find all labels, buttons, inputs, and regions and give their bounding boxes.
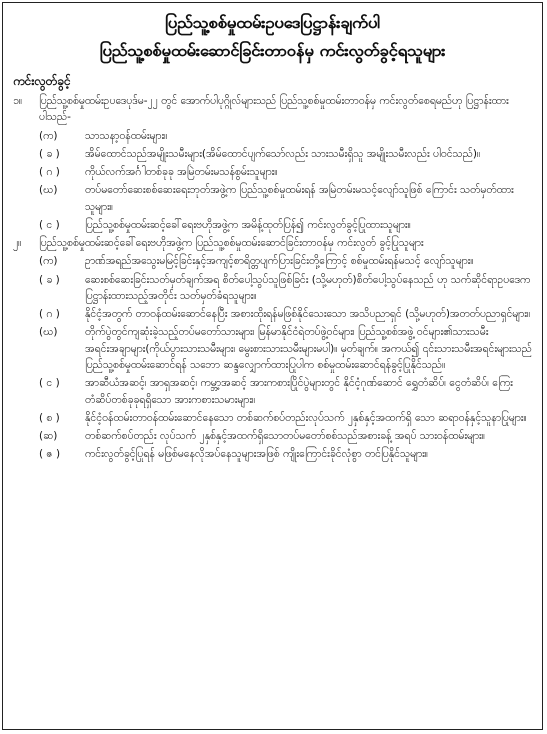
notice-frame [2, 2, 543, 730]
list-item-text: သာသနာ့ဝန်ထမ်းများ။ [85, 129, 168, 142]
list-item-text: ပြည်သူ့စစ်မှုထမ်းဆင့်ခေါ်ရေးဗဟိုအဖွဲ့က အမိန့်ထုတ်ပြန်၍ ကင်းလွတ်ခွင့်ပြုထားသူများ။ [85, 218, 411, 231]
list-item-label: (က) [39, 255, 58, 268]
list-item [13, 428, 532, 444]
list-item-label: (ဃ) [39, 326, 58, 339]
list-item [13, 375, 532, 408]
list-item-text: အာဆီယံအဆင့်၊ အာရှအဆင့်၊ ကမ္ဘာ့အဆင့် အားကစားပြိုင်ပွဲများတွင် နိုင်ငံ့ဂုဏ်ဆောင် ရွှေတံဆိပ်၊ ငွေတံဆိပ်၊ ကြေးတံဆိပ်တစ်ခုခုရရှိသော အားကစားသမားများ။ [85, 377, 513, 406]
list-item-text: ကင်းလွတ်ခွင့်ပြုရန် မဖြစ်မနေလိုအပ်နေသူများအဖြစ် ကျိုးကြောင်းခိုင်လုံစွာ တင်ပြနိုင်သူများ။ [85, 448, 428, 461]
list-item-text: တစ်ဆက်စပ်တည်း လုပ်သက် ၂နှစ်နှင့်အထက်ရှိသောတပ်မတော်စစ်သည်အစားခန့် အရပ် သားဝန်ထမ်းများ။ [85, 430, 485, 443]
list-item [13, 272, 532, 305]
title-line-1: ပြည်သူ့စစ်မှုထမ်းဥပဒေပြဋ္ဌာန်းချက်ပါ [159, 11, 386, 35]
list-item [13, 446, 532, 462]
list-item-label: ( ဂ ) [39, 308, 60, 321]
header [3, 9, 542, 65]
list-item-text: နိုင်ငံ့ဝန်ထမ်းတာဝန်ထမ်းဆောင်နေသော တစ်ဆက်စပ်တည်းလုပ်သက် ၂နှစ်နှင့်အထက်ရှိ သော ဆရာဝန်နှင့်သူနာပြုများ။ [85, 411, 527, 424]
list-item-text: အိမ်ထောင်သည်အမျိုးသမီးများ(အိမ်ထောင်ပျက်သော်လည်း သားသမီးရှိသူ အမျိုးသမီးလည်း ပါဝင်သည်)။ [85, 147, 481, 160]
list-item-text: ကိုယ်လက်အင်္ဂါတစ်ခုခု အမြဲတမ်းမသန်စွမ်းသူများ။ [85, 166, 278, 179]
list-item-label: ( စ ) [39, 411, 60, 424]
list-item-text: နိုင်ငံ့အတွက် တာဝန်ထမ်းဆောင်နေပြီး အစားထိုးရန်မဖြစ်နိုင်သေးသော အသိပညာရှင် (သို့မဟုတ်)အတတ်ပညာရှင်များ။ [85, 308, 531, 321]
list-item [13, 182, 532, 215]
list-item-text: တပ်မတော်ဆေးစစ်ဆေးရေးဘုတ်အဖွဲ့က ပြည်သူ့စစ်မှုထမ်းရန် အမြဲတမ်းမသင့်လျော်သူဖြစ် ကြောင်း သတ်မှတ်ထားသူများ။ [85, 184, 514, 213]
list-item-label: (ဃ) [39, 184, 58, 197]
list-item-text: တိုက်ပွဲတွင်ကျဆုံးခဲ့သည့်တပ်မတော်သားများ၊ မြန်မာနိုင်ငံရဲတပ်ဖွဲ့ဝင်များ၊ ပြည်သူ့စစ်အဖွဲ့ ဝင်များ၏သားသမီးအရင်းအချာများ(ကိုယ်ပွားသားသမီးများ၊ မွေးစားသားသမီးများမပါ)။ မှတ်ချက်။ အကယ်၍ ၎င်းသားသမီးအရင်းများသည် ပြည်သူ့စစ်မှုထမ်းဆောင်ရန် သဘော ဆန္ဒလျှောက်ထားပြုပါက စစ်မှုထမ်းဆောင်ရန်ခွင့်ပြုနိုင်သည်။ [85, 326, 532, 371]
list-item-label: ( ခ ) [39, 273, 60, 286]
list-item-label: ( ဇ ) [39, 448, 61, 461]
list-item [13, 324, 532, 373]
title-line-2: ပြည်သူ့စစ်မှုထမ်းဆောင်ခြင်းတာဝန်မှ ကင်းလွတ်ခွင့်ရသူများ [94, 39, 452, 63]
paragraph-1 [13, 93, 532, 126]
list-item-label: ( ဂ ) [39, 166, 60, 179]
paragraph-text: ပြည်သူ့စစ်မှုထမ်းဆင့်ခေါ်ရေးဗဟိုအဖွဲ့က ပြည်သူ့စစ်မှုထမ်းဆောင်ခြင်းတာဝန်မှ ကင်းလွတ် ခွင့်ပြုသူများ [39, 237, 424, 250]
list-item [13, 306, 532, 322]
list-item-text: ဥာဏ်အရည်အသွေးမမြင့်ခြင်းနှင့်အကျင့်စာရိတ္တပျက်ပြားခြင်းတို့ကြောင့် စစ်မှုထမ်းရန်မသင့် လျော်သူများ။ [85, 255, 474, 268]
list-item-label: (က) [39, 129, 58, 142]
paragraph-number: ၁။ [13, 95, 23, 107]
list-item [13, 164, 532, 180]
list-item [13, 410, 532, 426]
list-item-label: ( င ) [39, 218, 60, 231]
list-item-label: ( ခ ) [39, 147, 60, 160]
list-item [13, 253, 532, 269]
list-item-label: ( င ) [39, 377, 60, 390]
list-item [13, 128, 532, 144]
paragraph-number: ၂။ [13, 237, 22, 250]
section-label: ကင်းလွတ်ခွင့် [13, 74, 71, 88]
paragraph-text: ပြည်သူ့စစ်မှုထမ်းဥပဒေပုဒ်မ-၂၂ တွင် အောက်ပါပုဂ္ဂိုလ်များသည် ပြည်သူ့စစ်မှုထမ်းတာဝန်မှ ကင်းလွတ်စေရမည်ဟု ပြဋ္ဌာန်းထားပါသည်- [39, 95, 509, 124]
content-body [3, 93, 542, 463]
list-item [13, 146, 532, 162]
list-item [13, 217, 532, 233]
list-item-text: ဆေးစစ်ဆေးခြင်းသတ်မှတ်ချက်အရ စိတ်ပေါ့သွပ်သူဖြစ်ခြင်း (သို့မဟုတ်)စိတ်ပေါ့သွပ်နေသည် ဟု သက်ဆိုင်ရာဥပဒေက ပြဋ္ဌာန်းထားသည့်အတိုင်း သတ်မှတ်ခံရသူများ။ [85, 273, 531, 302]
list-item-label: (ဆ) [39, 430, 58, 443]
paragraph-2 [13, 235, 532, 251]
